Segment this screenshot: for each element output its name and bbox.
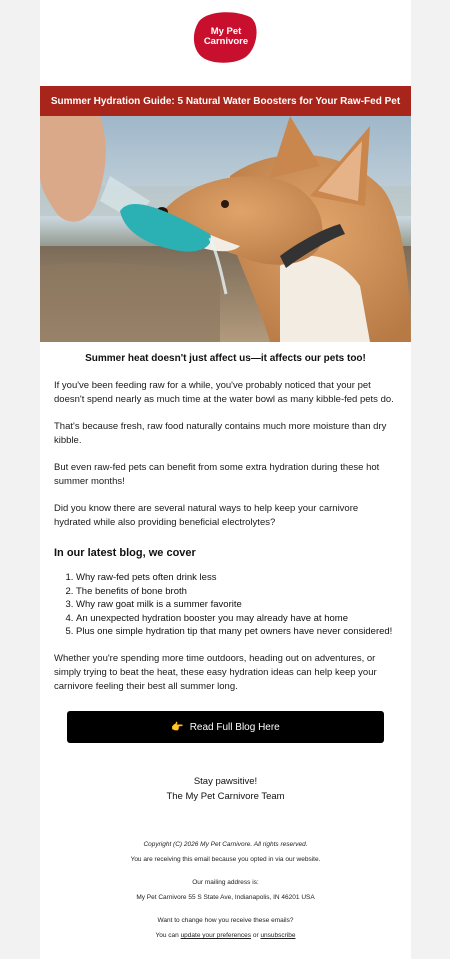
- list-item: 2. The benefits of bone broth: [76, 585, 397, 599]
- change-prompt: Want to change how you receive these emails?: [157, 917, 294, 924]
- signoff-line-2: The My Pet Carnivore Team: [166, 791, 285, 802]
- read-full-blog-button[interactable]: [67, 711, 384, 743]
- preferences-line: [40, 931, 411, 940]
- email-body: [40, 342, 411, 694]
- list-item: 3. Why raw goat milk is a summer favorite: [76, 598, 397, 612]
- hero-image: [40, 116, 411, 342]
- unsubscribe-link[interactable]: unsubscribe: [260, 932, 296, 939]
- list-item: 1. Why raw-fed pets often drink less: [76, 571, 397, 585]
- opt-in-reason: You are receiving this email because you opted in via our website.: [130, 856, 321, 863]
- logo-text-line2: Carnivore: [203, 36, 249, 47]
- headline: Summer heat doesn't just affect us—it affects our pets too!: [85, 353, 366, 364]
- body-paragraph-1: If you've been feeding raw for a while, you've probably noticed that your pet doesn't spend nearly as much time at the water bowl as many kibble-fed pets do.: [54, 380, 394, 405]
- closing-paragraph: Whether you're spending more time outdoors, heading out on adventures, or simply trying to beat the heat, these easy hydration ideas can help keep your carnivore feeling their best all summer long.: [54, 652, 377, 692]
- body-paragraph-3: But even raw-fed pets can benefit from some extra hydration during these hot summer months!: [54, 462, 380, 487]
- signoff-line-1: Stay pawsitive!: [193, 776, 258, 787]
- address-label: Our mailing address is:: [192, 879, 259, 886]
- blog-heading: In our latest blog, we cover: [54, 547, 196, 559]
- or-text: or: [252, 932, 259, 939]
- corgi-drinking-image: [40, 116, 411, 342]
- list-item: 4. An unexpected hydration booster you may already have at home: [76, 612, 397, 626]
- email-container: [40, 0, 411, 959]
- pointing-hand-icon: 👉: [171, 721, 184, 733]
- logo-header: [40, 0, 411, 86]
- update-preferences-link[interactable]: update your preferences: [180, 932, 252, 939]
- copyright-text: Copyright (C) 2026 My Pet Carnivore. All rights reserved.: [143, 841, 308, 848]
- title-banner: [40, 86, 411, 116]
- list-item: 5. Plus one simple hydration tip that many pet owners have never considered!: [76, 625, 397, 639]
- banner-title: Summer Hydration Guide: 5 Natural Water Boosters for Your Raw-Fed Pet: [50, 95, 401, 107]
- mailing-address: My Pet Carnivore 55 S State Ave, Indianapolis, IN 46201 USA: [136, 894, 315, 901]
- logo-text-line1: My Pet: [210, 26, 242, 37]
- brand-logo[interactable]: [190, 9, 260, 65]
- body-paragraph-2: That's because fresh, raw food naturally contains much more moisture than dry kibble.: [54, 421, 387, 446]
- email-footer: [40, 840, 411, 940]
- blog-topic-list: [40, 571, 411, 639]
- body-paragraph-4: Did you know there are several natural ways to help keep your carnivore hydrated while also providing beneficial electrolytes?: [54, 503, 359, 528]
- you-can-text: You can: [155, 932, 179, 939]
- cta-label: Read Full Blog Here: [189, 721, 280, 733]
- signoff: [40, 774, 411, 804]
